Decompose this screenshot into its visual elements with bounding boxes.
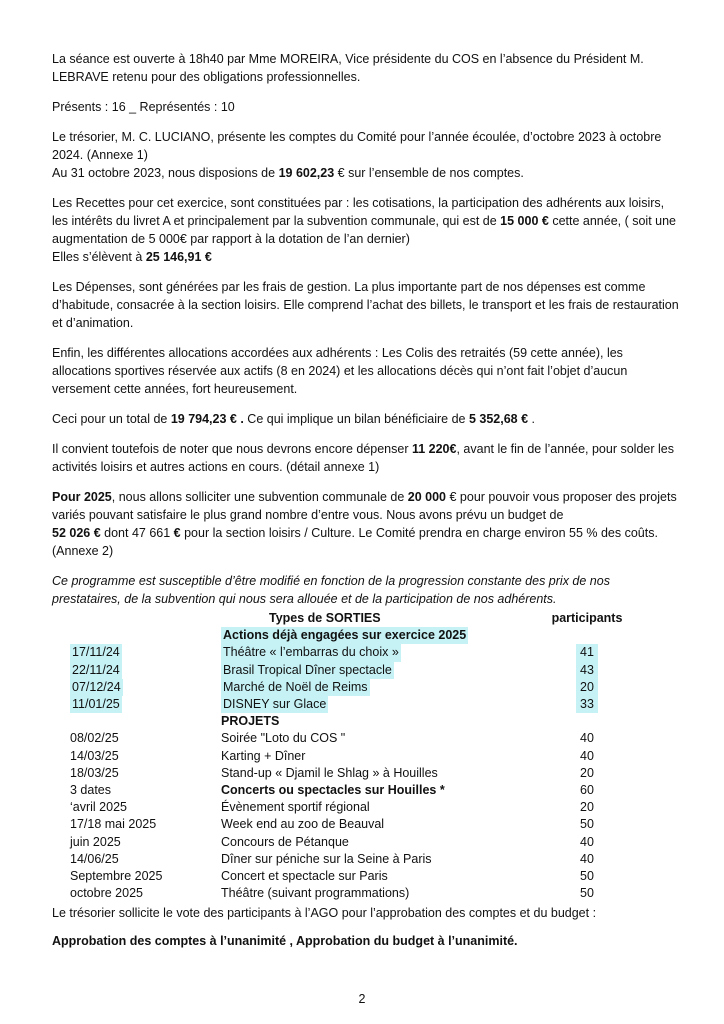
- outings-table: [70, 610, 630, 902]
- row-date: 11/01/25: [70, 696, 122, 713]
- budget-subvention: 20 000: [407, 490, 447, 504]
- row-participants: 41: [576, 644, 598, 661]
- budget-text-4: pour la section loisirs / Culture. Le Comité prendra en charge environ 55 % des coûts.: [180, 526, 658, 540]
- row-label: Week end au zoo de Beauval: [221, 817, 385, 832]
- row-label: Dîner sur péniche sur la Seine à Paris: [221, 851, 432, 866]
- table-row: [70, 885, 630, 902]
- row-date: 22/11/24: [70, 662, 122, 679]
- program-note: Ce programme est susceptible d’être modifié en fonction de la progression constante des prix de nos prestataires, de la subvention qui nous sera allouée et de la participation de nos adhérents.: [52, 574, 610, 606]
- balance-text: Au 31 octobre 2023, nous disposions de: [52, 166, 279, 180]
- table-row: [70, 851, 630, 868]
- subvention-amount: 15 000 €: [500, 214, 549, 228]
- budget-text: , nous allons solliciter une subvention communale de: [111, 490, 408, 504]
- row-participants: 20: [576, 679, 598, 696]
- table-row: [70, 816, 630, 833]
- row-label: Soirée "Loto du COS ": [221, 731, 346, 746]
- section-projects-row: [70, 713, 630, 730]
- row-label: Concerts ou spectacles sur Houilles *: [221, 783, 445, 798]
- receipts-text: Les Recettes pour cet exercice, sont constituées par : les cotisations, la participation des adhérents aux loisirs, les intérêts du livret A et principalement par la subvention communale, qui est de: [52, 196, 665, 228]
- row-date: octobre 2025: [70, 886, 143, 901]
- remaining-paragraph: [52, 440, 682, 476]
- expenses-paragraph: Les Dépenses, sont générées par les frais de gestion. La plus importante part de nos dépenses est comme d’habitude, consacrée à la section loisirs. Elle comprend l’achat des billets, le transport et les frais de restauration et d’animation.: [52, 280, 679, 330]
- benefit-amount: 5 352,68 €: [468, 412, 529, 426]
- row-participants: 50: [580, 886, 594, 901]
- total-text-2: Ce qui implique un bilan bénéficiaire de: [243, 412, 469, 426]
- table-row: [70, 662, 630, 679]
- row-participants: 40: [580, 851, 594, 866]
- receipts-text-2: cette année, ( soit une augmentation de 5 000€ par rapport à la dotation de l’an dernier): [52, 214, 677, 246]
- row-participants: 20: [580, 800, 594, 815]
- receipts-total: 25 146,91 €: [145, 250, 212, 264]
- receipts-total-text: Elles s’élèvent à: [52, 250, 146, 264]
- row-label: Théâtre « l’embarras du choix »: [221, 644, 401, 661]
- row-date: ‘avril 2025: [70, 800, 127, 815]
- row-label: Évènement sportif régional: [221, 800, 370, 815]
- table-row: [70, 782, 630, 799]
- budget-lead: Pour 2025: [52, 490, 112, 504]
- row-date: juin 2025: [70, 834, 121, 849]
- row-participants: 50: [580, 817, 594, 832]
- expenses-total: 19 794,23 € .: [170, 412, 244, 426]
- row-label: Théâtre (suivant programmations): [221, 886, 410, 901]
- table-row: [70, 748, 630, 765]
- table-row: [70, 799, 630, 816]
- row-date: Septembre 2025: [70, 869, 163, 884]
- row-participants: 43: [576, 662, 598, 679]
- allocations-paragraph: Enfin, les différentes allocations accordées aux adhérents : Les Colis des retraités (59 cette année), les allocations sportives réservée aux actifs (8 en 2024) et les allocations décès qui n’ont fait l’objet d’aucun versement cette années, fort heureusement.: [52, 346, 628, 396]
- row-date: 08/02/25: [70, 731, 119, 746]
- approval-result: Approbation des comptes à l’unanimité , Approbation du budget à l’unanimité.: [52, 934, 518, 949]
- row-participants: 50: [580, 869, 594, 884]
- treasurer-paragraph: [52, 128, 682, 182]
- row-date: 14/06/25: [70, 851, 119, 866]
- page-number: 2: [358, 992, 366, 1006]
- balance-text-end: € sur l’ensemble de nos comptes.: [334, 166, 524, 180]
- row-participants: 40: [580, 748, 594, 763]
- section-engaged-row: [70, 627, 630, 644]
- table-row: [70, 644, 630, 661]
- row-participants: 33: [576, 696, 598, 713]
- balance-amount: 19 602,23: [278, 166, 335, 180]
- total-text-3: .: [528, 412, 535, 426]
- opening-paragraph: La séance est ouverte à 18h40 par Mme MOREIRA, Vice présidente du COS en l’absence du Président M. LEBRAVE retenu pour des obligations professionnelles.: [52, 52, 644, 84]
- budget-paragraph: [52, 488, 682, 560]
- vote-request: Le trésorier sollicite le vote des participants à l’AGO pour l’approbation des comptes et du budget :: [52, 906, 597, 921]
- table-header-row: [70, 610, 630, 627]
- total-text: Ceci pour un total de: [52, 412, 171, 426]
- attendance-paragraph: Présents : 16 _ Représentés : 10: [52, 100, 235, 114]
- row-date: 17/11/24: [70, 644, 122, 661]
- header-participants: participants: [551, 611, 623, 625]
- receipts-paragraph: [52, 194, 682, 266]
- row-participants: 20: [580, 765, 594, 780]
- row-date: 3 dates: [70, 783, 112, 798]
- table-row: [70, 868, 630, 885]
- row-label: Brasil Tropical Dîner spectacle: [221, 662, 394, 679]
- budget-amount: 52 026 €: [52, 526, 101, 540]
- row-label: Concours de Pétanque: [221, 834, 349, 849]
- document-page: [52, 50, 682, 962]
- remaining-amount: 11 220€: [411, 442, 457, 456]
- table-row: [70, 834, 630, 851]
- table-row: [70, 730, 630, 747]
- row-participants: 40: [580, 834, 594, 849]
- row-participants: 60: [580, 783, 594, 798]
- budget-annex: (Annexe 2): [52, 544, 114, 558]
- remaining-text: Il convient toutefois de noter que nous devrons encore dépenser: [52, 442, 412, 456]
- header-type: Types de SORTIES: [269, 611, 381, 625]
- row-date: 14/03/25: [70, 748, 119, 763]
- row-date: 07/12/24: [70, 679, 123, 696]
- table-row: [70, 679, 630, 696]
- budget-euro: €: [173, 526, 181, 540]
- section-engaged-title: Actions déjà engagées sur exercice 2025: [221, 627, 468, 644]
- row-participants: 40: [580, 731, 594, 746]
- budget-text-3: dont 47 661: [100, 526, 174, 540]
- row-date: 18/03/25: [70, 765, 119, 780]
- table-row: [70, 696, 630, 713]
- row-label: Marché de Noël de Reims: [221, 679, 370, 696]
- row-date: 17/18 mai 2025: [70, 817, 157, 832]
- row-label: Stand-up « Djamil le Shlag » à Houilles: [221, 765, 438, 780]
- remaining-text-2: , avant le fin de l’année, pour solder les activités loisirs et autres actions en cours. (détail annexe 1): [52, 442, 674, 474]
- total-paragraph: [52, 410, 682, 428]
- row-label: Karting + Dîner: [221, 748, 306, 763]
- table-row: [70, 765, 630, 782]
- treasurer-text: Le trésorier, M. C. LUCIANO, présente les comptes du Comité pour l’année écoulée, d’octobre 2023 à octobre 2024. (Annexe 1): [52, 130, 662, 162]
- row-label: Concert et spectacle sur Paris: [221, 869, 388, 884]
- section-projects-title: PROJETS: [221, 714, 280, 729]
- row-label: DISNEY sur Glace: [221, 696, 328, 713]
- budget-text-2: € pour pouvoir vous proposer des projets variés pouvant satisfaire le plus grand nombre d’entre vous. Nous avons prévu un budget de: [52, 490, 677, 522]
